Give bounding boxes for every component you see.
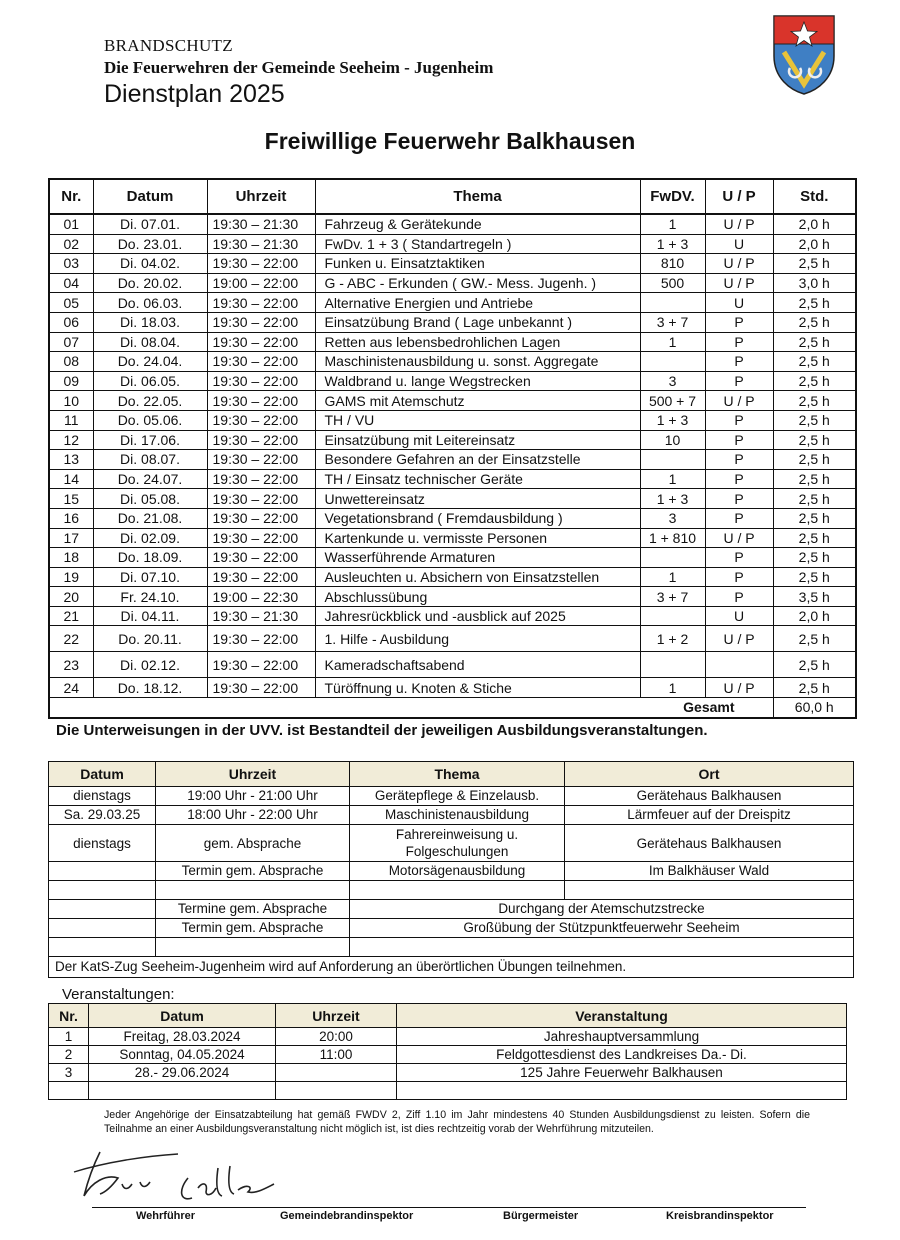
cell-uhrzeit: 19:00 – 22:30 <box>207 587 315 607</box>
cell-uhrzeit: 19:30 – 22:00 <box>207 567 315 587</box>
cell-thema: Gerätepflege & Einzelausb. <box>350 787 565 806</box>
cell-nr: 01 <box>49 214 93 234</box>
table-row <box>49 450 856 470</box>
table-row <box>49 825 854 862</box>
cell-datum: dienstags <box>49 825 156 862</box>
cell-fwdv: 3 + 7 <box>640 312 705 332</box>
cell-std: 2,0 h <box>773 234 856 254</box>
cell-std: 2,5 h <box>773 528 856 548</box>
cell-fwdv <box>640 652 705 678</box>
cell-std: 2,5 h <box>773 391 856 411</box>
cell-ort: Im Balkhäuser Wald <box>565 862 854 881</box>
cell-thema: Motorsägenausbildung <box>350 862 565 881</box>
signature-label-gbi: Gemeindebrandinspektor <box>280 1210 414 1222</box>
col-header-std: Std. <box>773 179 856 214</box>
cell-fwdv: 1 <box>640 678 705 698</box>
cell-uhrzeit: 19:30 – 22:00 <box>207 508 315 528</box>
cell-fwdv: 1 + 810 <box>640 528 705 548</box>
cell-datum: Do. 05.06. <box>93 410 207 430</box>
uvv-note: Die Unterweisungen in der UVV. ist Bestandteil der jeweiligen Ausbildungsveranstaltungen. <box>56 722 708 739</box>
cell-thema: Funken u. Einsatztaktiken <box>315 254 640 274</box>
cell-uhrzeit: 19:30 – 22:00 <box>207 528 315 548</box>
events-header-row <box>49 1004 847 1028</box>
table-row-empty <box>49 938 854 957</box>
table-row <box>49 606 856 626</box>
signature-label-wehrfuehrer: Wehrführer <box>136 1210 196 1222</box>
table-row <box>49 371 856 391</box>
cell-datum: Do. 24.04. <box>93 352 207 372</box>
cell-uhrzeit: 19:30 – 22:00 <box>207 626 315 652</box>
cell-fwdv: 500 + 7 <box>640 391 705 411</box>
cell-up: P <box>705 508 773 528</box>
table-row <box>49 528 856 548</box>
cell-datum: Di. 04.11. <box>93 606 207 626</box>
table-row <box>49 352 856 372</box>
cell-datum: Di. 17.06. <box>93 430 207 450</box>
col-header-fwdv: FwDV. <box>640 179 705 214</box>
cell-std: 2,5 h <box>773 469 856 489</box>
table-row <box>49 787 854 806</box>
training-header-row <box>49 762 854 787</box>
cell-nr: 2 <box>49 1046 89 1064</box>
cell-uhrzeit: 11:00 <box>276 1046 397 1064</box>
cell-datum: Di. 07.01. <box>93 214 207 234</box>
cell-datum: Do. 18.09. <box>93 548 207 568</box>
cell-std: 2,5 h <box>773 652 856 678</box>
table-row <box>49 678 856 698</box>
cell-uhrzeit: 19:30 – 21:30 <box>207 214 315 234</box>
cell-datum: Di. 08.04. <box>93 332 207 352</box>
cell-ort: Gerätehaus Balkhausen <box>565 787 854 806</box>
table-row <box>49 652 856 678</box>
cell-nr: 13 <box>49 450 93 470</box>
cell-nr: 16 <box>49 508 93 528</box>
cell-nr: 11 <box>49 410 93 430</box>
cell-datum: Do. 24.07. <box>93 469 207 489</box>
cell-uhrzeit: 19:00 – 22:00 <box>207 273 315 293</box>
table-row <box>49 1046 847 1064</box>
cell-uhrzeit: Termin gem. Absprache <box>156 919 350 938</box>
cell-uhrzeit: 19:30 – 22:00 <box>207 293 315 313</box>
cell-up <box>705 652 773 678</box>
cell-up: U / P <box>705 391 773 411</box>
cell-datum: Sonntag, 04.05.2024 <box>89 1046 276 1064</box>
col-header-thema: Thema <box>350 762 565 787</box>
cell-fwdv: 1 <box>640 214 705 234</box>
cell-uhrzeit: 19:30 – 22:00 <box>207 352 315 372</box>
cell-uhrzeit: Termine gem. Absprache <box>156 900 350 919</box>
cell-up: P <box>705 332 773 352</box>
table-row-empty <box>49 1082 847 1100</box>
cell-uhrzeit: 19:30 – 22:00 <box>207 678 315 698</box>
cell-thema: Retten aus lebensbedrohlichen Lagen <box>315 332 640 352</box>
cell-fwdv: 3 <box>640 508 705 528</box>
signature-label-buergermeister: Bürgermeister <box>503 1210 579 1222</box>
cell-datum: Di. 02.09. <box>93 528 207 548</box>
cell-datum: Di. 04.02. <box>93 254 207 274</box>
cell-thema: Türöffnung u. Knoten & Stiche <box>315 678 640 698</box>
cell-nr: 10 <box>49 391 93 411</box>
events-table <box>48 1003 847 1100</box>
cell-fwdv <box>640 548 705 568</box>
cell-nr: 14 <box>49 469 93 489</box>
cell-thema: Wasserführende Armaturen <box>315 548 640 568</box>
cell-thema: G - ABC - Erkunden ( GW.- Mess. Jugenh. ) <box>315 273 640 293</box>
cell-nr: 08 <box>49 352 93 372</box>
cell-datum: Freitag, 28.03.2024 <box>89 1028 276 1046</box>
cell-thema: Alternative Energien und Antriebe <box>315 293 640 313</box>
cell-fwdv: 1 + 3 <box>640 410 705 430</box>
cell-uhrzeit: 19:30 – 22:00 <box>207 548 315 568</box>
cell-std: 2,5 h <box>773 371 856 391</box>
cell-thema: TH / Einsatz technischer Geräte <box>315 469 640 489</box>
table-row <box>49 1028 847 1046</box>
col-header-up: U / P <box>705 179 773 214</box>
cell-nr: 04 <box>49 273 93 293</box>
cell-datum: Fr. 24.10. <box>93 587 207 607</box>
cell-datum: Di. 05.08. <box>93 489 207 509</box>
table-row <box>49 587 856 607</box>
cell-datum: Di. 06.05. <box>93 371 207 391</box>
col-header-uhrzeit: Uhrzeit <box>207 179 315 214</box>
training-table <box>48 761 854 978</box>
cell-fwdv: 3 + 7 <box>640 587 705 607</box>
cell-nr: 1 <box>49 1028 89 1046</box>
table-row <box>49 214 856 234</box>
cell-thema: Ausleuchten u. Absichern von Einsatzstellen <box>315 567 640 587</box>
signature-label-kbi: Kreisbrandinspektor <box>666 1210 774 1222</box>
cell-veranstaltung: Feldgottesdienst des Landkreises Da.- Di. <box>397 1046 847 1064</box>
cell-up: P <box>705 371 773 391</box>
total-label: Gesamt <box>49 698 773 718</box>
table-row <box>49 626 856 652</box>
cell-up: U <box>705 293 773 313</box>
cell-thema: Großübung der Stützpunktfeuerwehr Seeheim <box>350 919 854 938</box>
cell-fwdv: 810 <box>640 254 705 274</box>
cell-std: 2,5 h <box>773 626 856 652</box>
cell-thema: FwDv. 1 + 3 ( Standartregeln ) <box>315 234 640 254</box>
kats-note: Der KatS-Zug Seeheim-Jugenheim wird auf Anforderung an überörtlichen Übungen teilnehmen. <box>49 957 854 978</box>
cell-datum <box>49 862 156 881</box>
cell-uhrzeit: 19:00 Uhr - 21:00 Uhr <box>156 787 350 806</box>
cell-std: 2,0 h <box>773 214 856 234</box>
cell-fwdv: 10 <box>640 430 705 450</box>
cell-thema: Kartenkunde u. vermisste Personen <box>315 528 640 548</box>
cell-fwdv: 1 <box>640 469 705 489</box>
events-body <box>49 1028 847 1100</box>
table-row <box>49 806 854 825</box>
cell-uhrzeit: 19:30 – 22:00 <box>207 254 315 274</box>
cell-up: P <box>705 587 773 607</box>
cell-ort: Lärmfeuer auf der Dreispitz <box>565 806 854 825</box>
cell-nr: 18 <box>49 548 93 568</box>
cell-thema: Jahresrückblick und -ausblick auf 2025 <box>315 606 640 626</box>
cell-nr: 22 <box>49 626 93 652</box>
schedule-body <box>49 214 856 718</box>
cell-thema: Besondere Gefahren an der Einsatzstelle <box>315 450 640 470</box>
col-header-veranstaltung: Veranstaltung <box>397 1004 847 1028</box>
cell-uhrzeit: 19:30 – 21:30 <box>207 606 315 626</box>
cell-thema: Maschinistenausbildung u. sonst. Aggregate <box>315 352 640 372</box>
cell-nr: 03 <box>49 254 93 274</box>
cell-up: P <box>705 430 773 450</box>
col-header-thema: Thema <box>315 179 640 214</box>
cell-std: 2,5 h <box>773 430 856 450</box>
cell-std: 2,5 h <box>773 293 856 313</box>
cell-nr: 15 <box>49 489 93 509</box>
cell-thema: Waldbrand u. lange Wegstrecken <box>315 371 640 391</box>
schedule-table <box>48 178 857 719</box>
total-value: 60,0 h <box>773 698 856 718</box>
table-row <box>49 567 856 587</box>
cell-up: P <box>705 352 773 372</box>
cell-uhrzeit: 20:00 <box>276 1028 397 1046</box>
header-org: BRANDSCHUTZ <box>104 36 233 55</box>
cell-fwdv <box>640 352 705 372</box>
signature-line <box>92 1207 806 1208</box>
cell-up: U / P <box>705 626 773 652</box>
cell-fwdv: 1 <box>640 332 705 352</box>
cell-std: 2,5 h <box>773 489 856 509</box>
cell-uhrzeit: 19:30 – 22:00 <box>207 652 315 678</box>
cell-uhrzeit: 19:30 – 22:00 <box>207 312 315 332</box>
table-row <box>49 1064 847 1082</box>
table-row <box>49 900 854 919</box>
cell-thema: Einsatzübung Brand ( Lage unbekannt ) <box>315 312 640 332</box>
cell-std: 2,0 h <box>773 606 856 626</box>
col-header-datum: Datum <box>49 762 156 787</box>
header-department: Die Feuerwehren der Gemeinde Seeheim - Jugenheim <box>104 58 494 77</box>
cell-up: U <box>705 606 773 626</box>
cell-nr: 24 <box>49 678 93 698</box>
cell-datum: 28.- 29.06.2024 <box>89 1064 276 1082</box>
cell-std: 2,5 h <box>773 450 856 470</box>
table-row <box>49 332 856 352</box>
cell-std: 2,5 h <box>773 548 856 568</box>
cell-thema: Maschinistenausbildung <box>350 806 565 825</box>
cell-uhrzeit: gem. Absprache <box>156 825 350 862</box>
cell-up: P <box>705 489 773 509</box>
schedule-header-row <box>49 179 856 214</box>
cell-nr: 3 <box>49 1064 89 1082</box>
cell-nr: 12 <box>49 430 93 450</box>
cell-up: P <box>705 312 773 332</box>
cell-std: 2,5 h <box>773 567 856 587</box>
cell-thema: 1. Hilfe - Ausbildung <box>315 626 640 652</box>
cell-up: U <box>705 234 773 254</box>
cell-uhrzeit: 19:30 – 22:00 <box>207 430 315 450</box>
table-row <box>49 293 856 313</box>
table-row <box>49 234 856 254</box>
cell-std: 2,5 h <box>773 508 856 528</box>
col-header-datum: Datum <box>93 179 207 214</box>
cell-up: P <box>705 410 773 430</box>
events-label: Veranstaltungen: <box>62 986 175 1003</box>
cell-fwdv: 1 + 3 <box>640 489 705 509</box>
cell-up: P <box>705 548 773 568</box>
cell-std: 2,5 h <box>773 332 856 352</box>
cell-nr: 02 <box>49 234 93 254</box>
col-header-uhrzeit: Uhrzeit <box>276 1004 397 1028</box>
cell-datum: Di. 08.07. <box>93 450 207 470</box>
cell-nr: 23 <box>49 652 93 678</box>
cell-up: U / P <box>705 254 773 274</box>
cell-fwdv: 1 + 2 <box>640 626 705 652</box>
table-row <box>49 862 854 881</box>
col-header-nr: Nr. <box>49 179 93 214</box>
cell-std: 2,5 h <box>773 410 856 430</box>
cell-nr: 06 <box>49 312 93 332</box>
cell-nr: 19 <box>49 567 93 587</box>
cell-datum: Do. 20.02. <box>93 273 207 293</box>
cell-fwdv: 1 <box>640 567 705 587</box>
cell-thema: Einsatzübung mit Leitereinsatz <box>315 430 640 450</box>
cell-fwdv: 3 <box>640 371 705 391</box>
rule-text: Jeder Angehörige der Einsatzabteilung hat gemäß FWDV 2, Ziff 1.10 im Jahr mindestens 40 Stunden Ausbildungsdienst zu leisten. Sofern die Teilnahme an einer Ausbildungsveranstaltung nicht möglich ist, ist dies rechtzeitig vorab der Wehrführung mitzuteilen. <box>104 1109 810 1135</box>
total-row <box>49 698 856 718</box>
cell-datum: Do. 06.03. <box>93 293 207 313</box>
table-row <box>49 508 856 528</box>
table-row <box>49 254 856 274</box>
cell-nr: 17 <box>49 528 93 548</box>
cell-nr: 09 <box>49 371 93 391</box>
cell-thema: Fahrereinweisung u. Folgeschulungen <box>350 825 565 862</box>
table-row-empty <box>49 881 854 900</box>
cell-up: U / P <box>705 528 773 548</box>
cell-datum: Di. 18.03. <box>93 312 207 332</box>
cell-std: 2,5 h <box>773 312 856 332</box>
cell-std: 2,5 h <box>773 254 856 274</box>
training-footer-row <box>49 957 854 978</box>
cell-fwdv <box>640 450 705 470</box>
cell-datum: Do. 18.12. <box>93 678 207 698</box>
cell-uhrzeit: 19:30 – 22:00 <box>207 489 315 509</box>
cell-thema: GAMS mit Atemschutz <box>315 391 640 411</box>
table-row <box>49 469 856 489</box>
cell-up: P <box>705 567 773 587</box>
cell-uhrzeit: Termin gem. Absprache <box>156 862 350 881</box>
cell-uhrzeit: 19:30 – 21:30 <box>207 234 315 254</box>
col-header-uhrzeit: Uhrzeit <box>156 762 350 787</box>
cell-fwdv <box>640 293 705 313</box>
cell-veranstaltung: Jahreshauptversammlung <box>397 1028 847 1046</box>
cell-up: U / P <box>705 273 773 293</box>
cell-nr: 20 <box>49 587 93 607</box>
cell-nr: 05 <box>49 293 93 313</box>
col-header-nr: Nr. <box>49 1004 89 1028</box>
cell-thema: Vegetationsbrand ( Fremdausbildung ) <box>315 508 640 528</box>
cell-datum: Di. 02.12. <box>93 652 207 678</box>
signature-icon <box>66 1138 286 1210</box>
cell-uhrzeit: 19:30 – 22:00 <box>207 391 315 411</box>
cell-datum: Do. 21.08. <box>93 508 207 528</box>
table-row <box>49 410 856 430</box>
cell-datum: Di. 07.10. <box>93 567 207 587</box>
table-row <box>49 489 856 509</box>
coat-of-arms-icon <box>770 12 838 96</box>
cell-nr: 07 <box>49 332 93 352</box>
cell-uhrzeit: 18:00 Uhr - 22:00 Uhr <box>156 806 350 825</box>
table-row <box>49 548 856 568</box>
cell-thema: Abschlussübung <box>315 587 640 607</box>
cell-thema: Kameradschaftsabend <box>315 652 640 678</box>
cell-ort: Gerätehaus Balkhausen <box>565 825 854 862</box>
cell-thema: Fahrzeug & Gerätekunde <box>315 214 640 234</box>
cell-thema: TH / VU <box>315 410 640 430</box>
cell-uhrzeit: 19:30 – 22:00 <box>207 410 315 430</box>
table-row <box>49 430 856 450</box>
cell-uhrzeit: 19:30 – 22:00 <box>207 450 315 470</box>
cell-fwdv: 1 + 3 <box>640 234 705 254</box>
cell-up: U / P <box>705 678 773 698</box>
cell-fwdv <box>640 606 705 626</box>
cell-up: P <box>705 450 773 470</box>
table-row <box>49 391 856 411</box>
cell-std: 2,5 h <box>773 352 856 372</box>
cell-up: U / P <box>705 214 773 234</box>
cell-uhrzeit: 19:30 – 22:00 <box>207 371 315 391</box>
cell-thema: Unwettereinsatz <box>315 489 640 509</box>
cell-datum: Do. 22.05. <box>93 391 207 411</box>
col-header-ort: Ort <box>565 762 854 787</box>
cell-datum: Do. 23.01. <box>93 234 207 254</box>
table-row <box>49 312 856 332</box>
cell-datum: Sa. 29.03.25 <box>49 806 156 825</box>
cell-thema: Durchgang der Atemschutzstrecke <box>350 900 854 919</box>
cell-uhrzeit <box>276 1064 397 1082</box>
unit-title: Freiwillige Feuerwehr Balkhausen <box>264 128 636 154</box>
page-title: Dienstplan 2025 <box>104 80 285 108</box>
cell-datum: Do. 20.11. <box>93 626 207 652</box>
cell-datum: dienstags <box>49 787 156 806</box>
table-row <box>49 919 854 938</box>
cell-veranstaltung: 125 Jahre Feuerwehr Balkhausen <box>397 1064 847 1082</box>
cell-uhrzeit: 19:30 – 22:00 <box>207 332 315 352</box>
cell-std: 2,5 h <box>773 678 856 698</box>
cell-up: P <box>705 469 773 489</box>
table-row <box>49 273 856 293</box>
cell-nr: 21 <box>49 606 93 626</box>
cell-uhrzeit: 19:30 – 22:00 <box>207 469 315 489</box>
cell-fwdv: 500 <box>640 273 705 293</box>
cell-std: 3,0 h <box>773 273 856 293</box>
col-header-datum: Datum <box>89 1004 276 1028</box>
cell-std: 3,5 h <box>773 587 856 607</box>
